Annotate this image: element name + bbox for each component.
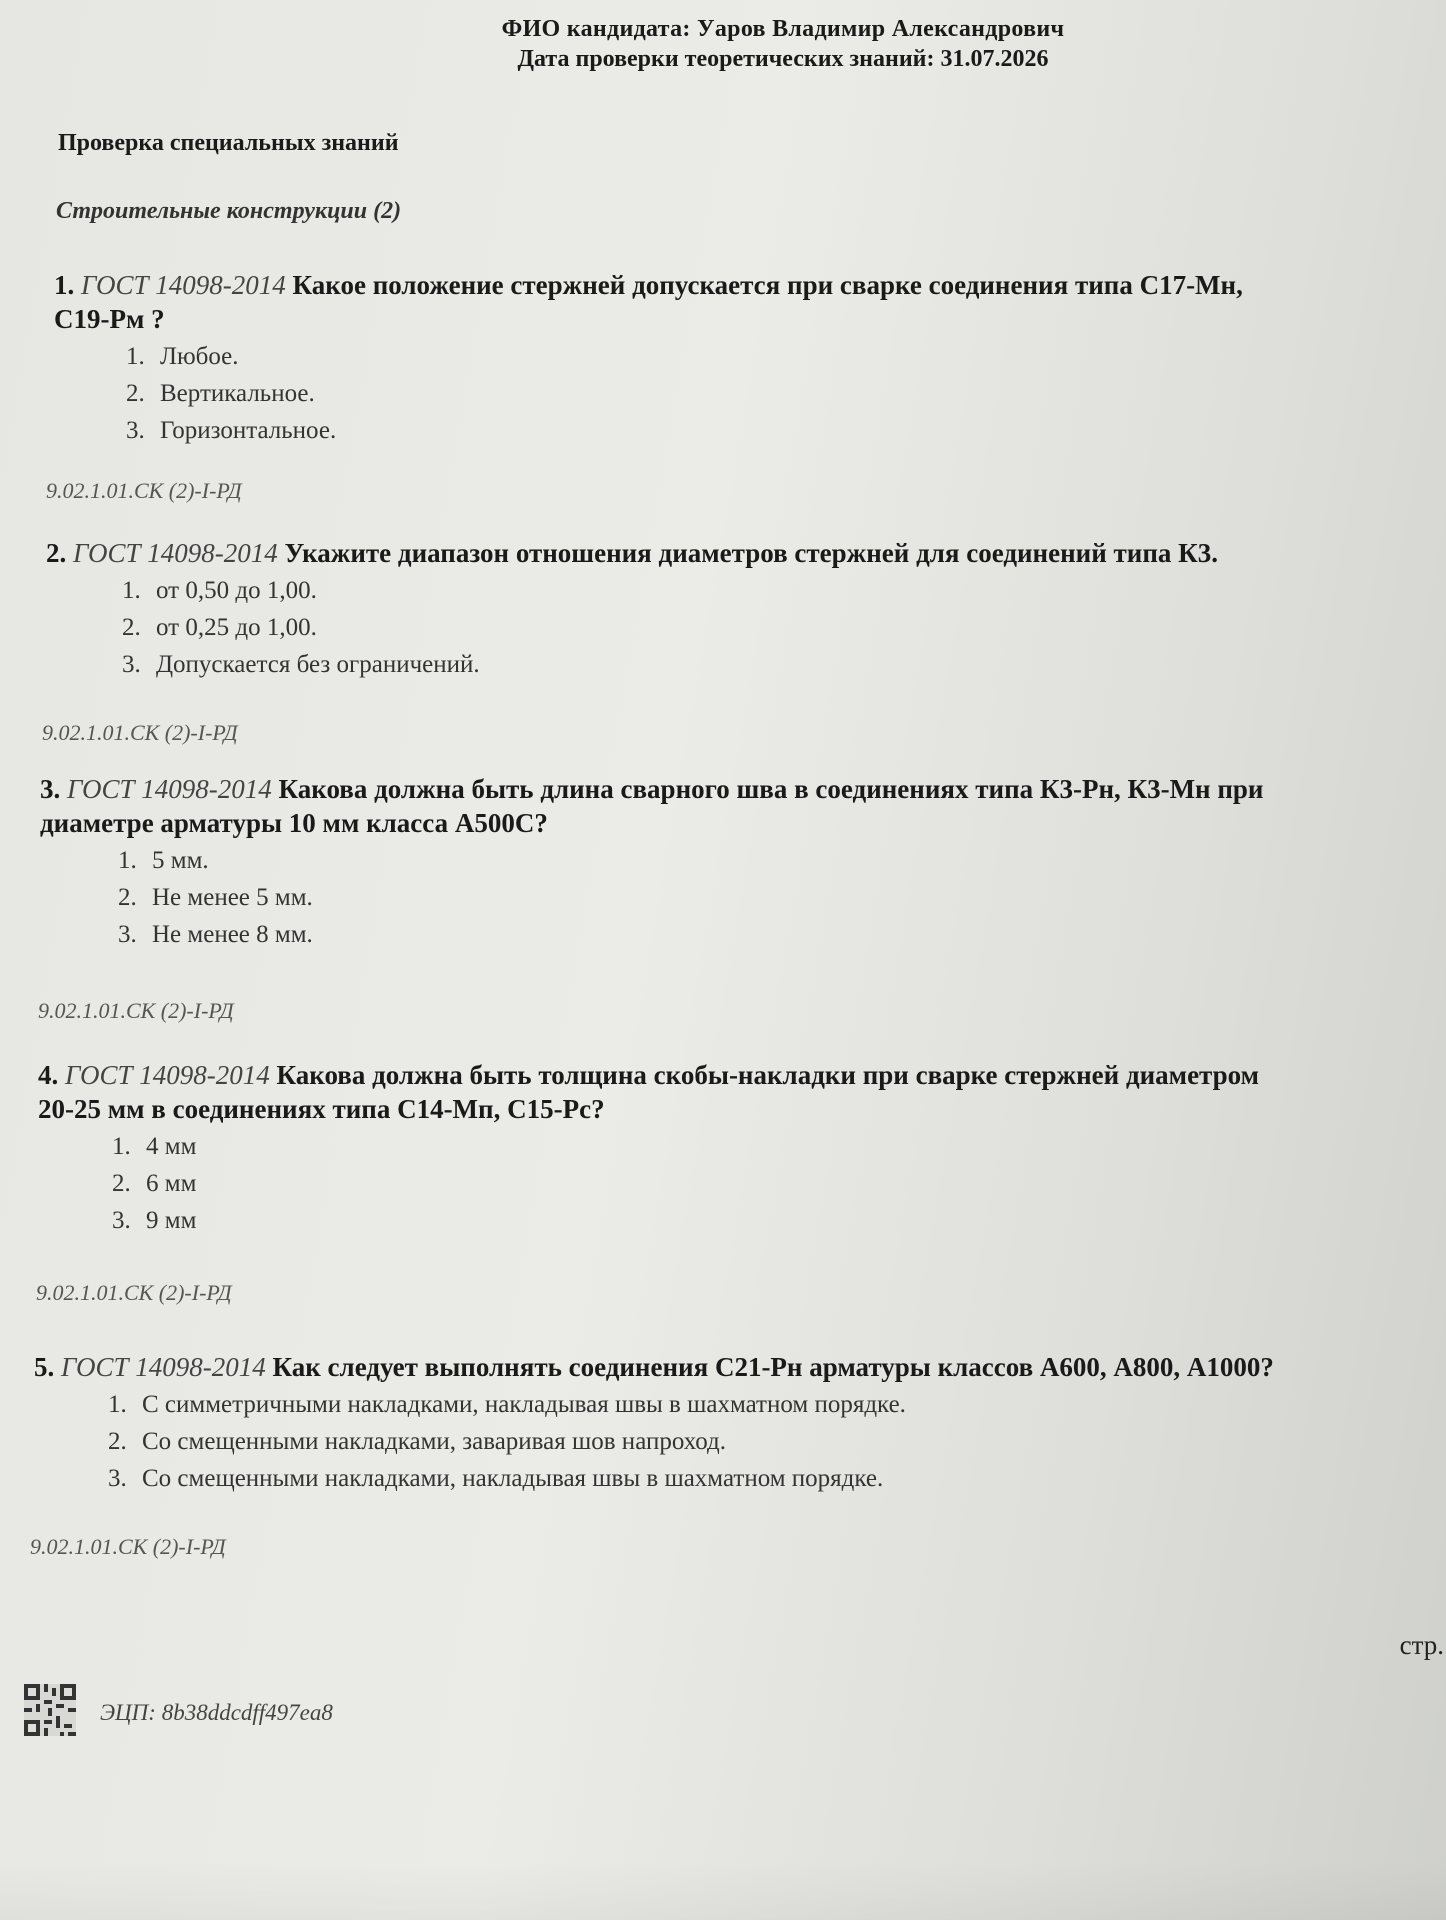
answer-options bbox=[122, 572, 1218, 683]
answer-options bbox=[108, 1386, 1274, 1497]
answer-option-2: 2. Не менее 5 мм. bbox=[118, 884, 313, 911]
page-shadow bbox=[0, 1860, 1446, 1920]
question-number: 1. bbox=[54, 270, 75, 300]
answer-option-2: 2. Со смещенными накладками, заваривая шов напроход. bbox=[108, 1428, 727, 1455]
gost-reference: ГОСТ 14098-2014 bbox=[73, 538, 278, 568]
check-date: Дата проверки теоретических знаний: 31.07.2026 bbox=[517, 46, 1049, 72]
question-line-2: С19-Рм ? bbox=[54, 304, 165, 334]
question-number: 5. bbox=[34, 1352, 55, 1382]
question-code: 9.02.1.01.СК (2)-I-РД bbox=[36, 1280, 232, 1305]
question-number: 4. bbox=[38, 1060, 59, 1090]
answer-options bbox=[112, 1128, 1259, 1239]
question-5-text bbox=[34, 1350, 1274, 1384]
answer-options bbox=[126, 338, 1243, 449]
question-code: 9.02.1.01.СК (2)-I-РД bbox=[46, 478, 242, 503]
question-line-1: Какое положение стержней допускается при сварке соединения типа С17-Мн, bbox=[292, 270, 1243, 300]
question-4 bbox=[38, 1058, 1259, 1239]
answer-option-3: 3. 9 мм bbox=[112, 1207, 197, 1234]
subsection-title: Строительные конструкции (2) bbox=[56, 198, 402, 224]
section-title: Проверка специальных знаний bbox=[58, 130, 399, 156]
question-line-2: диаметре арматуры 10 мм класса А500С? bbox=[40, 808, 548, 838]
gost-reference: ГОСТ 14098-2014 bbox=[67, 774, 272, 804]
question-line-1: Укажите диапазон отношения диаметров стержней для соединений типа К3. bbox=[284, 538, 1218, 568]
question-2-text bbox=[46, 536, 1218, 570]
page-label: стр. bbox=[1399, 1630, 1444, 1660]
question-line-1: Какова должна быть длина сварного шва в соединениях типа К3-Рн, К3-Мн при bbox=[278, 774, 1264, 804]
question-5 bbox=[34, 1350, 1274, 1497]
gost-reference: ГОСТ 14098-2014 bbox=[81, 270, 286, 300]
question-line-1: Как следует выполнять соединения С21-Рн арматуры классов А600, А800, А1000? bbox=[272, 1352, 1274, 1382]
digital-signature: ЭЦП: 8b38ddcdff497ea8 bbox=[100, 1700, 333, 1725]
question-3 bbox=[40, 772, 1264, 953]
gost-reference: ГОСТ 14098-2014 bbox=[65, 1060, 270, 1090]
answer-option-3: 3. Горизонтальное. bbox=[126, 417, 337, 444]
answer-option-2: 2. от 0,25 до 1,00. bbox=[122, 614, 317, 641]
answer-option-3: 3. Со смещенными накладками, накладывая швы в шахматном порядке. bbox=[108, 1465, 884, 1492]
question-code: 9.02.1.01.СК (2)-I-РД bbox=[38, 998, 234, 1023]
answer-option-1: 1. 4 мм bbox=[112, 1133, 197, 1160]
answer-option-1: 1. от 0,50 до 1,00. bbox=[122, 577, 317, 604]
candidate-name: ФИО кандидата: Уаров Владимир Александрович bbox=[501, 16, 1065, 42]
question-line-1: Какова должна быть толщина скобы-накладки при сварке стержней диаметром bbox=[276, 1060, 1260, 1090]
question-line-2: 20-25 мм в соединениях типа С14-Мп, С15-Рс? bbox=[38, 1094, 605, 1124]
answer-option-1: 1. Любое. bbox=[126, 343, 239, 370]
question-1 bbox=[54, 268, 1243, 449]
question-4-text bbox=[38, 1058, 1259, 1092]
question-code: 9.02.1.01.СК (2)-I-РД bbox=[30, 1534, 226, 1559]
question-number: 2. bbox=[46, 538, 67, 568]
question-number: 3. bbox=[40, 774, 61, 804]
qr-code-icon bbox=[24, 1684, 76, 1736]
question-1-text bbox=[54, 268, 1243, 302]
gost-reference: ГОСТ 14098-2014 bbox=[61, 1352, 266, 1382]
answer-option-2: 2. Вертикальное. bbox=[126, 380, 315, 407]
answer-option-1: 1. С симметричными накладками, накладывая швы в шахматном порядке. bbox=[108, 1391, 906, 1418]
question-3-text bbox=[40, 772, 1264, 806]
question-2 bbox=[46, 536, 1218, 683]
answer-option-1: 1. 5 мм. bbox=[118, 847, 209, 874]
question-code: 9.02.1.01.СК (2)-I-РД bbox=[42, 720, 238, 745]
answer-option-3: 3. Допускается без ограничений. bbox=[122, 651, 480, 678]
answer-options bbox=[118, 842, 1264, 953]
answer-option-2: 2. 6 мм bbox=[112, 1170, 197, 1197]
answer-option-3: 3. Не менее 8 мм. bbox=[118, 921, 313, 948]
